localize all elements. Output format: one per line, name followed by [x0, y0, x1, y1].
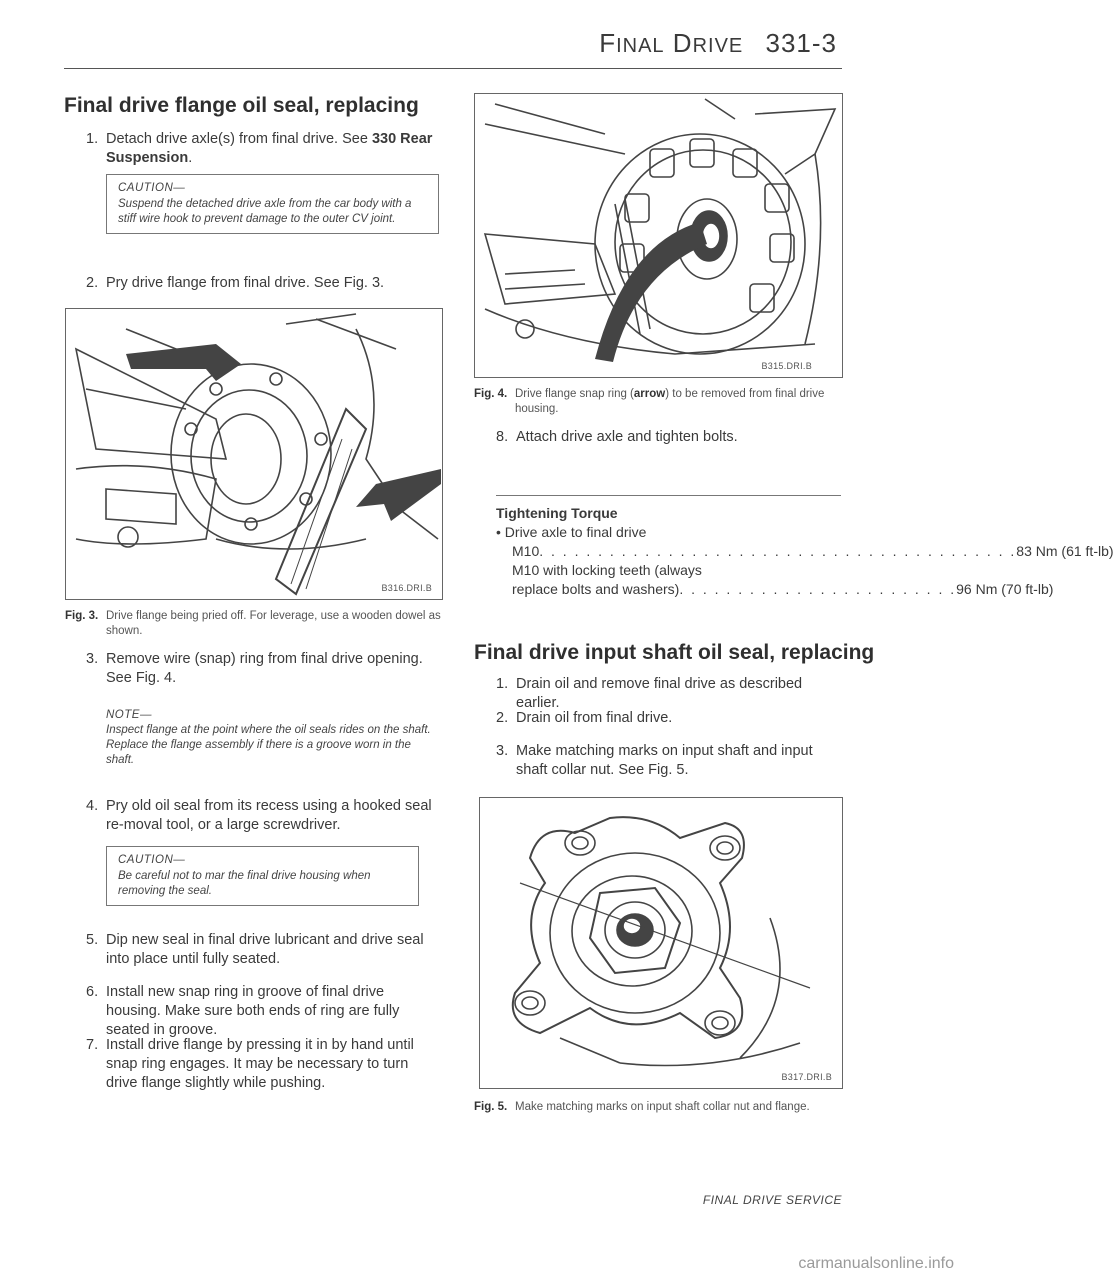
caution-body: Suspend the detached drive axle from the car body with a stiff wire hook to prevent damage to the outer CV joint.	[118, 198, 412, 225]
torque-value: 83 Nm (61 ft-lb)	[1016, 543, 1114, 559]
torque-title: Tightening Torque	[496, 505, 618, 521]
step-7	[86, 1036, 441, 1093]
leader-dots: . . . . . . . . . . . . . . . . . . . . . . . .	[679, 581, 957, 597]
step-text: Pry old oil seal from its recess using a hooked seal re-moval tool, or a large screwdriver.	[106, 798, 432, 833]
step-text: Drain oil from final drive.	[516, 710, 673, 726]
figure-label: Fig. 4.	[474, 388, 508, 400]
step-text: Install new snap ring in groove of final drive housing. Make sure both ends of ring are fully seated in groove.	[106, 984, 400, 1038]
step-text: Make matching marks on input shaft and input shaft collar nut. See Fig. 5.	[516, 743, 813, 778]
header-letter: F	[599, 28, 617, 58]
step-8	[496, 428, 841, 447]
step-r1	[496, 675, 841, 713]
figure-caption-text: Drive flange being pried off. For leverage, use a wooden dowel as shown.	[106, 610, 441, 637]
caption-part: ) to be removed from final drive housing.	[515, 388, 825, 415]
header-smallcaps: RIVE	[692, 35, 744, 57]
step-number: 1.	[86, 131, 99, 147]
step-text: Remove wire (snap) ring from final drive opening. See Fig. 4.	[106, 651, 423, 686]
step-text: Pry drive flange from final drive. See Fig. 3.	[106, 275, 385, 291]
tightening-torque-box	[496, 495, 1114, 599]
step-number: 3.	[496, 743, 509, 759]
step-number: 2.	[496, 710, 509, 726]
figure-label: Fig. 5.	[474, 1101, 508, 1113]
figure-code: B315.DRI.B	[761, 361, 812, 371]
header-rule	[64, 68, 842, 69]
step-number: 6.	[86, 984, 99, 1000]
caution-body: Be careful not to mar the final drive housing when removing the seal.	[118, 870, 371, 897]
step-text-part: Detach drive axle(s) from final drive. See	[106, 131, 372, 147]
figure-5-caption	[474, 1100, 846, 1115]
step-text: Dip new seal in final drive lubricant and drive seal into place until fully seated.	[106, 932, 424, 967]
step-number: 4.	[86, 798, 99, 814]
step-number: 2.	[86, 275, 99, 291]
step-text: Attach drive axle and tighten bolts.	[516, 429, 738, 445]
step-number: 7.	[86, 1037, 99, 1053]
figure-5-drawing	[480, 798, 842, 1088]
step-r3	[496, 742, 841, 780]
torque-item: • Drive axle to final drive	[496, 524, 647, 540]
figure-3-drawing	[66, 309, 442, 599]
figure-4-illustration	[474, 93, 843, 378]
step-text	[106, 130, 441, 168]
step-3	[86, 650, 441, 688]
caution-box-2	[106, 846, 419, 906]
header-letter: D	[672, 28, 693, 58]
figure-3-illustration	[65, 308, 443, 600]
step-5	[86, 931, 441, 969]
step-r2	[496, 709, 841, 728]
step-text: Install drive flange by pressing it in by hand until snap ring engages. It may be necessary to turn drive flange slightly while pushing.	[106, 1037, 414, 1091]
figure-code: B316.DRI.B	[381, 583, 432, 593]
step-text-part: .	[188, 150, 193, 166]
torque-label: replace bolts and washers)	[512, 581, 680, 597]
section-heading-input-shaft-seal: Final drive input shaft oil seal, replacing	[474, 641, 875, 664]
caption-emphasis: arrow	[633, 388, 666, 400]
figure-3-caption	[65, 609, 441, 639]
step-number: 8.	[496, 429, 509, 445]
step-4	[86, 797, 441, 835]
caution-box-1	[106, 174, 439, 234]
torque-row-m10-locking	[512, 580, 1054, 599]
step-number: 1.	[496, 676, 509, 692]
step-text: Drain oil and remove final drive as described earlier.	[516, 676, 803, 711]
note-box	[106, 708, 436, 768]
torque-row-m10	[512, 542, 1114, 561]
figure-caption-text	[515, 387, 846, 417]
figure-code: B317.DRI.B	[781, 1072, 832, 1082]
page-number: 331-3	[765, 28, 837, 58]
figure-4-drawing	[475, 94, 842, 377]
step-number: 5.	[86, 932, 99, 948]
header-smallcaps: INAL	[616, 35, 665, 57]
watermark: carmanualsonline.info	[798, 1255, 954, 1272]
caution-title: CAUTION—	[118, 854, 186, 866]
note-body: Inspect flange at the point where the oil seals rides on the shaft. Replace the flange assembly if there is a groove worn in the shaft.	[106, 724, 431, 766]
cross-reference: 330 Rear Suspension	[106, 131, 433, 166]
caption-part: Drive flange snap ring (	[515, 388, 634, 400]
figure-4-caption	[474, 387, 846, 417]
figure-label: Fig. 3.	[65, 610, 99, 622]
step-1	[86, 130, 441, 168]
section-heading-flange-seal: Final drive flange oil seal, replacing	[64, 94, 419, 117]
running-header	[599, 28, 837, 59]
leader-dots: . . . . . . . . . . . . . . . . . . . . . . . . . . . . . . . . . . . . . . . . .	[539, 543, 1017, 559]
step-number: 3.	[86, 651, 99, 667]
step-2	[86, 274, 441, 293]
step-6	[86, 983, 441, 1040]
figure-5-illustration	[479, 797, 843, 1089]
torque-value: 96 Nm (70 ft-lb)	[956, 581, 1054, 597]
note-title: NOTE—	[106, 709, 152, 721]
running-footer: FINAL DRIVE SERVICE	[702, 1193, 842, 1207]
torque-label-line: M10 with locking teeth (always	[512, 562, 702, 578]
figure-caption-text: Make matching marks on input shaft collar nut and flange.	[515, 1101, 810, 1113]
caution-title: CAUTION—	[118, 182, 186, 194]
torque-label: M10	[512, 543, 540, 559]
